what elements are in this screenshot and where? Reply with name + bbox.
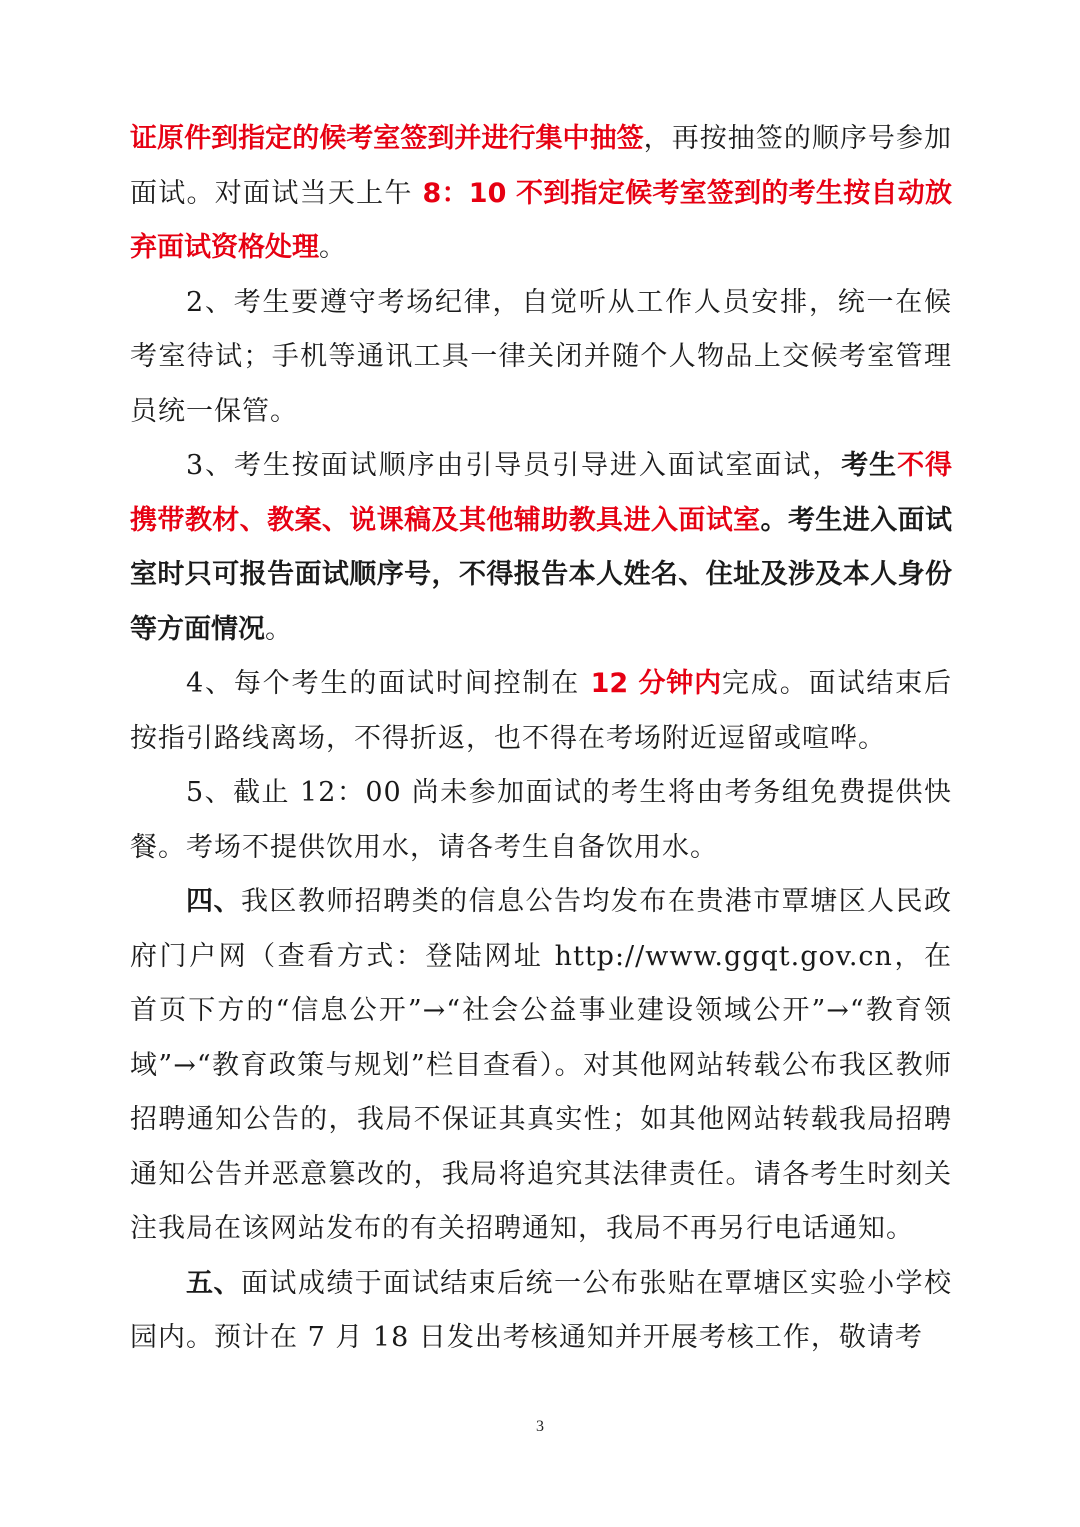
emphasis-text: 12 分钟内 <box>590 668 723 699</box>
bold-text: 四、 <box>186 886 241 917</box>
body-text: 5、截止 12：00 尚未参加面试的考生将由考务组免费提供快餐。考场不提供饮用水，请各考生自备饮用水。 <box>130 777 952 863</box>
body-text: ，再按抽签的顺序号参加面试。对面试当天上午 <box>130 123 953 209</box>
paragraph-section-4 <box>130 875 952 1257</box>
body-text: 面试成绩于面试结束后统一公布张贴在覃塘区实验小学校园内。预计在 7 月 18 日发出考核通知并开展考核工作，敬请考 <box>130 1267 953 1353</box>
body-text: 4、每个考生的面试时间控制在 <box>186 668 591 699</box>
paragraph-p1-continuation <box>130 112 952 276</box>
body-text: 。 <box>265 613 293 645</box>
bold-text: 考生 <box>841 450 898 481</box>
body-text: 。 <box>319 232 347 263</box>
body-text: 2、考生要遵守考场纪律，自觉听从工作人员安排，统一在候考室待试；手机等通讯工具一律关闭并随个人物品上交候考室管理员统一保管。 <box>130 286 952 427</box>
body-text: 完成。面试结束后按指引路线离场，不得折返，也不得在考场附近逗留或喧哗。 <box>130 668 953 754</box>
emphasis-text: 证原件到指定的候考室签到并进行集中抽签 <box>130 123 644 154</box>
paragraph-item-4 <box>130 657 952 766</box>
paragraph-item-3 <box>130 439 952 657</box>
paragraph-section-5 <box>130 1257 952 1366</box>
body-text: 我区教师招聘类的信息公告均发布在贵港市覃塘区人民政府门户网（查看方式：登陆网址 http://www.ggqt.gov.cn，在首页下方的“信息公开”→“社会公益事业建设领域公开”→“教育领域”→“教育政策与规划”栏目查看）。对其他网站转载公布我区教师招聘通知公告的，我局不保证其真实性；如其他网站转载我局招聘通知公告并恶意篡改的，我局将追究其法律责任。请各考生时刻关注我局在该网站发布的有关招聘通知，我局不再另行电话通知。 <box>130 886 953 1244</box>
paragraph-item-5 <box>130 766 952 875</box>
bold-text: 。考生进入面试室时只可报告面试顺序号，不得报告本人姓名、住址及涉及本人身份等方面情况 <box>130 504 953 645</box>
document-body <box>130 112 952 1366</box>
page-number: 3 <box>536 1418 544 1435</box>
paragraph-item-2 <box>130 276 952 440</box>
emphasis-text: 不得携带教材、教案、说课稿及其他辅助教具进入面试室 <box>130 450 953 536</box>
emphasis-text: 8：10 不到指定候考室签到的考生按自动放弃面试资格处理 <box>130 177 952 263</box>
bold-text: 五、 <box>186 1267 241 1299</box>
body-text: 3、考生按面试顺序由引导员引导进入面试室面试， <box>186 450 842 481</box>
